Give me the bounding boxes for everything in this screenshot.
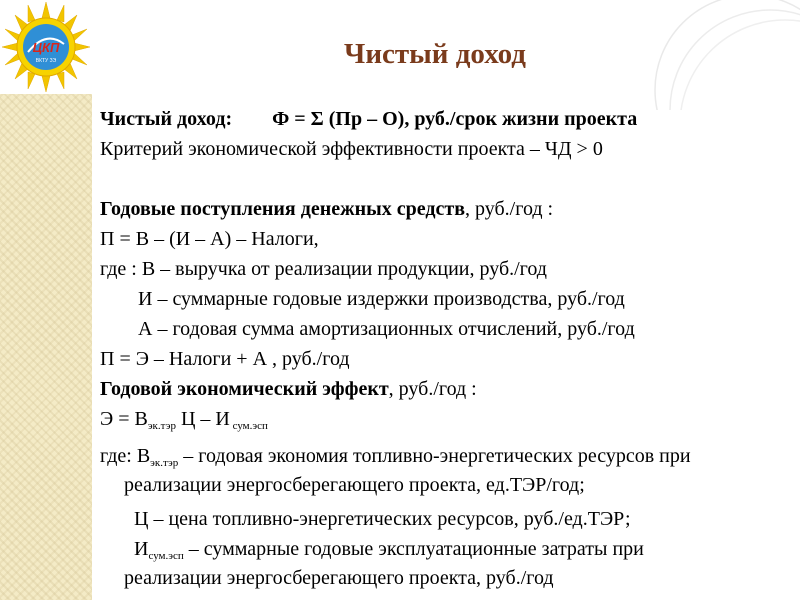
logo-text: ЦКП: [32, 40, 60, 55]
left-decorative-bar: [0, 94, 92, 600]
def-opcost-sub: сум.эсп: [148, 550, 184, 562]
line-def-operating-costs: [100, 538, 780, 567]
line-def-price: Ц – цена топливно-энергетических ресурсов, руб./ед.ТЭР;: [134, 508, 631, 530]
annual-cash-inflow-unit: , руб./год :: [465, 198, 554, 220]
line-def-savings-cont: реализации энергосберегающего проекта, ед.ТЭР/год;: [124, 474, 585, 496]
decorative-circles: [610, 0, 800, 110]
line-def-operating-costs-cont: реализации энергосберегающего проекта, руб./год: [124, 567, 554, 589]
formula-effect-sub1: эк.тэр: [147, 420, 176, 432]
formula-effect-part2: Ц – И: [175, 408, 230, 430]
net-income-formula: Ф = Σ (Пр – О), руб./срок жизни проекта: [272, 108, 638, 130]
def-opcost-part2: – суммарные годовые эксплуатационные затраты при: [183, 538, 644, 560]
line-formula-p2: П = Э – Налоги + А , руб./год: [100, 348, 350, 370]
annual-effect-unit: , руб./год :: [388, 378, 477, 400]
annual-cash-inflow-heading: Годовые поступления денежных средств: [100, 198, 466, 220]
sun-logo-icon: [0, 0, 92, 94]
line-annual-cash-inflow: [100, 194, 780, 224]
line-def-revenue: где : В – выручка от реализации продукции, руб./год: [100, 258, 547, 280]
line-def-costs: И – суммарные годовые издержки производства, руб./год: [138, 288, 625, 310]
blank-line: [100, 164, 780, 194]
formula-effect-part1: Э = В: [100, 408, 148, 430]
line-formula-effect: [100, 404, 780, 441]
net-income-label: Чистый доход:: [100, 108, 233, 130]
logo-subtext: ВКТУ ЗЭ: [35, 58, 57, 64]
slide-title: Чистый доход: [344, 38, 526, 70]
def-savings-part1: где: В: [100, 445, 151, 467]
line-formula-p1: П = В – (И – А) – Налоги,: [100, 228, 319, 250]
line-def-savings: [100, 445, 780, 474]
slide-content: [100, 104, 780, 589]
def-opcost-part1: И: [134, 538, 149, 560]
formula-effect-sub2: сум.эсп: [229, 420, 268, 432]
line-annual-effect: [100, 374, 780, 404]
annual-effect-heading: Годовой экономический эффект: [100, 378, 389, 400]
logo: [0, 0, 92, 94]
line-def-amortization: А – годовая сумма амортизационных отчислений, руб./год: [138, 318, 635, 340]
line-criterion: Критерий экономической эффективности проекта – ЧД > 0: [100, 138, 603, 160]
line-net-income-formula: [100, 104, 780, 134]
def-savings-sub: эк.тэр: [150, 457, 179, 469]
def-savings-part2: – годовая экономия топливно-энергетических ресурсов при: [178, 445, 691, 467]
